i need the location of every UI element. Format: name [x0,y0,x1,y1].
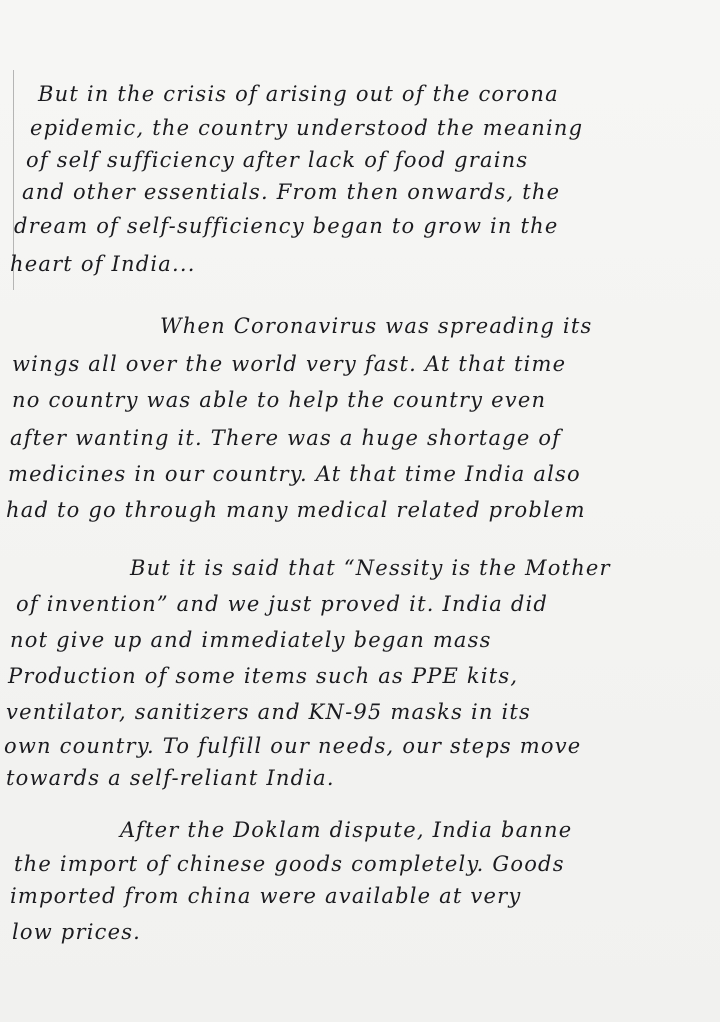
paragraph-3-line-5: ventilator, sanitizers and KN-95 masks in its [6,700,532,724]
paragraph-2-line-1: When Coronavirus was spreading its [160,314,593,338]
paragraph-1-line-4: and other essentials. From then onwards, the [22,180,561,204]
paragraph-1-line-3: of self sufficiency after lack of food grains [26,148,529,172]
paragraph-4-line-1: After the Doklam dispute, India banne [120,818,573,842]
paragraph-2-line-6: had to go through many medical related problem [6,498,586,522]
paragraph-3-line-4: Production of some items such as PPE kits, [8,664,519,688]
paragraph-4-line-4: low prices. [12,920,142,944]
paragraph-3-line-6: own country. To fulfill our needs, our steps move [4,734,582,758]
paragraph-1-line-6: heart of India... [10,252,196,276]
paragraph-1-line-1: But in the crisis of arising out of the corona [38,82,559,106]
paragraph-3-line-7: towards a self-reliant India. [6,766,335,790]
paragraph-3-line-3: not give up and immediately began mass [10,628,492,652]
paragraph-4-line-3: imported from china were available at very [10,884,522,908]
paragraph-1-line-2: epidemic, the country understood the meaning [30,116,584,140]
paragraph-1-line-5: dream of self-sufficiency began to grow in the [14,214,559,238]
paragraph-3-line-1: But it is said that “Nessity is the Mother [130,556,611,580]
paragraph-2-line-2: wings all over the world very fast. At that time [12,352,567,376]
paragraph-2-line-3: no country was able to help the country even [12,388,547,412]
paragraph-3-line-2: of invention” and we just proved it. India did [16,592,549,616]
paragraph-2-line-5: medicines in our country. At that time India also [8,462,581,486]
paragraph-2-line-4: after wanting it. There was a huge shortage of [10,426,562,450]
paragraph-4-line-2: the import of chinese goods completely. Goods [14,852,565,876]
